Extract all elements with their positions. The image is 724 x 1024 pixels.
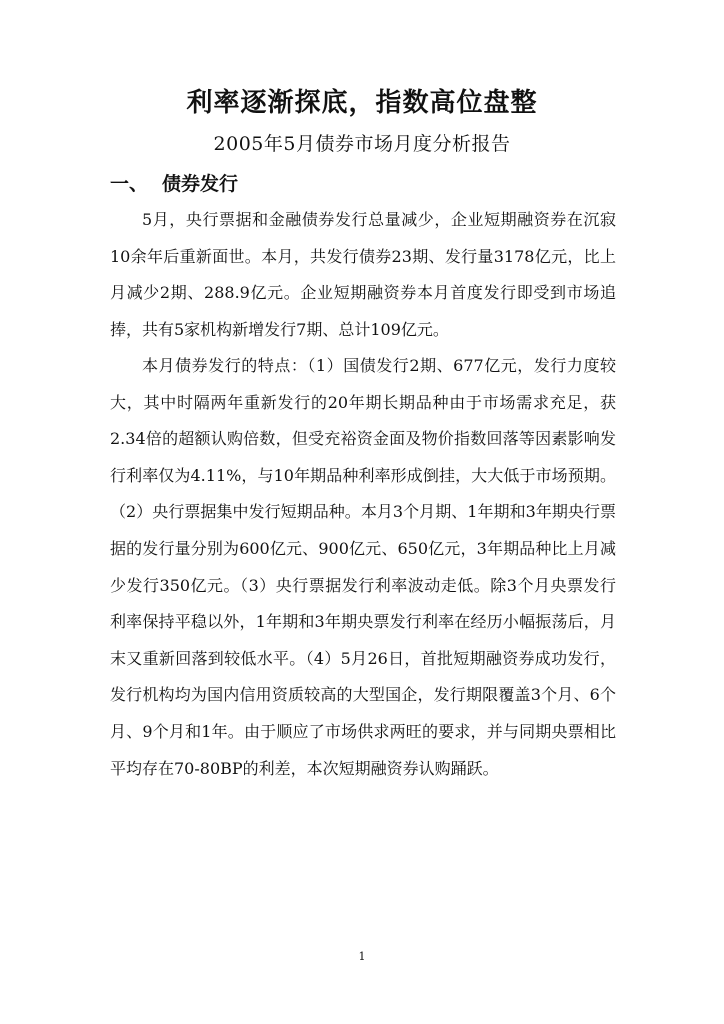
document-title: 利率逐渐探底，指数高位盘整: [186, 88, 538, 118]
section-heading: [110, 170, 238, 198]
section-title: 债券发行: [162, 173, 239, 195]
paragraph-issuance-summary: 5月，央行票据和金融债券发行总量减少，企业短期融资券在沉寂10余年后重新面世。本月，共发行债券23期、发行量3178亿元，比上月减少2期、288.9亿元。企业短期融资券本月首度发行即受到市场追捧，共有5家机构新增发行7期、总计109亿元。: [110, 210, 616, 339]
section-number: 一、: [110, 173, 149, 195]
document-subtitle: 2005年5月债券市场月度分析报告: [213, 133, 511, 155]
paragraph-issuance-features: 本月债券发行的特点：（1）国债发行2期、677亿元，发行力度较大，其中时隔两年重新发行的20年期长期品种由于市场需求充足，获2.34倍的超额认购倍数，但受充裕资金面及物价指数回落等因素影响发行利率仅为4.11%，与10年期品种利率形成倒挂，大大低于市场预期。（2）央行票据集中发行短期品种。本月3个月期、1年期和3年期央行票据的发行量分别为600亿元、900亿元、650亿元，3年期品种比上月减少发行350亿元。（3）央行票据发行利率波动走低。除3个月央票发行利率保持平稳以外，1年期和3年期央票发行利率在经历小幅振荡后，月末又重新回落到较低水平。（4）5月26日，首批短期融资券成功发行，发行机构均为国内信用资质较高的大型国企，发行期限覆盖3个月、6个月、9个月和1年。由于顺应了市场供求两旺的要求，并与同期央票相比平均存在70-80BP的利差，本次短期融资券认购踊跃。: [110, 356, 616, 778]
page-number: 1: [358, 950, 366, 963]
